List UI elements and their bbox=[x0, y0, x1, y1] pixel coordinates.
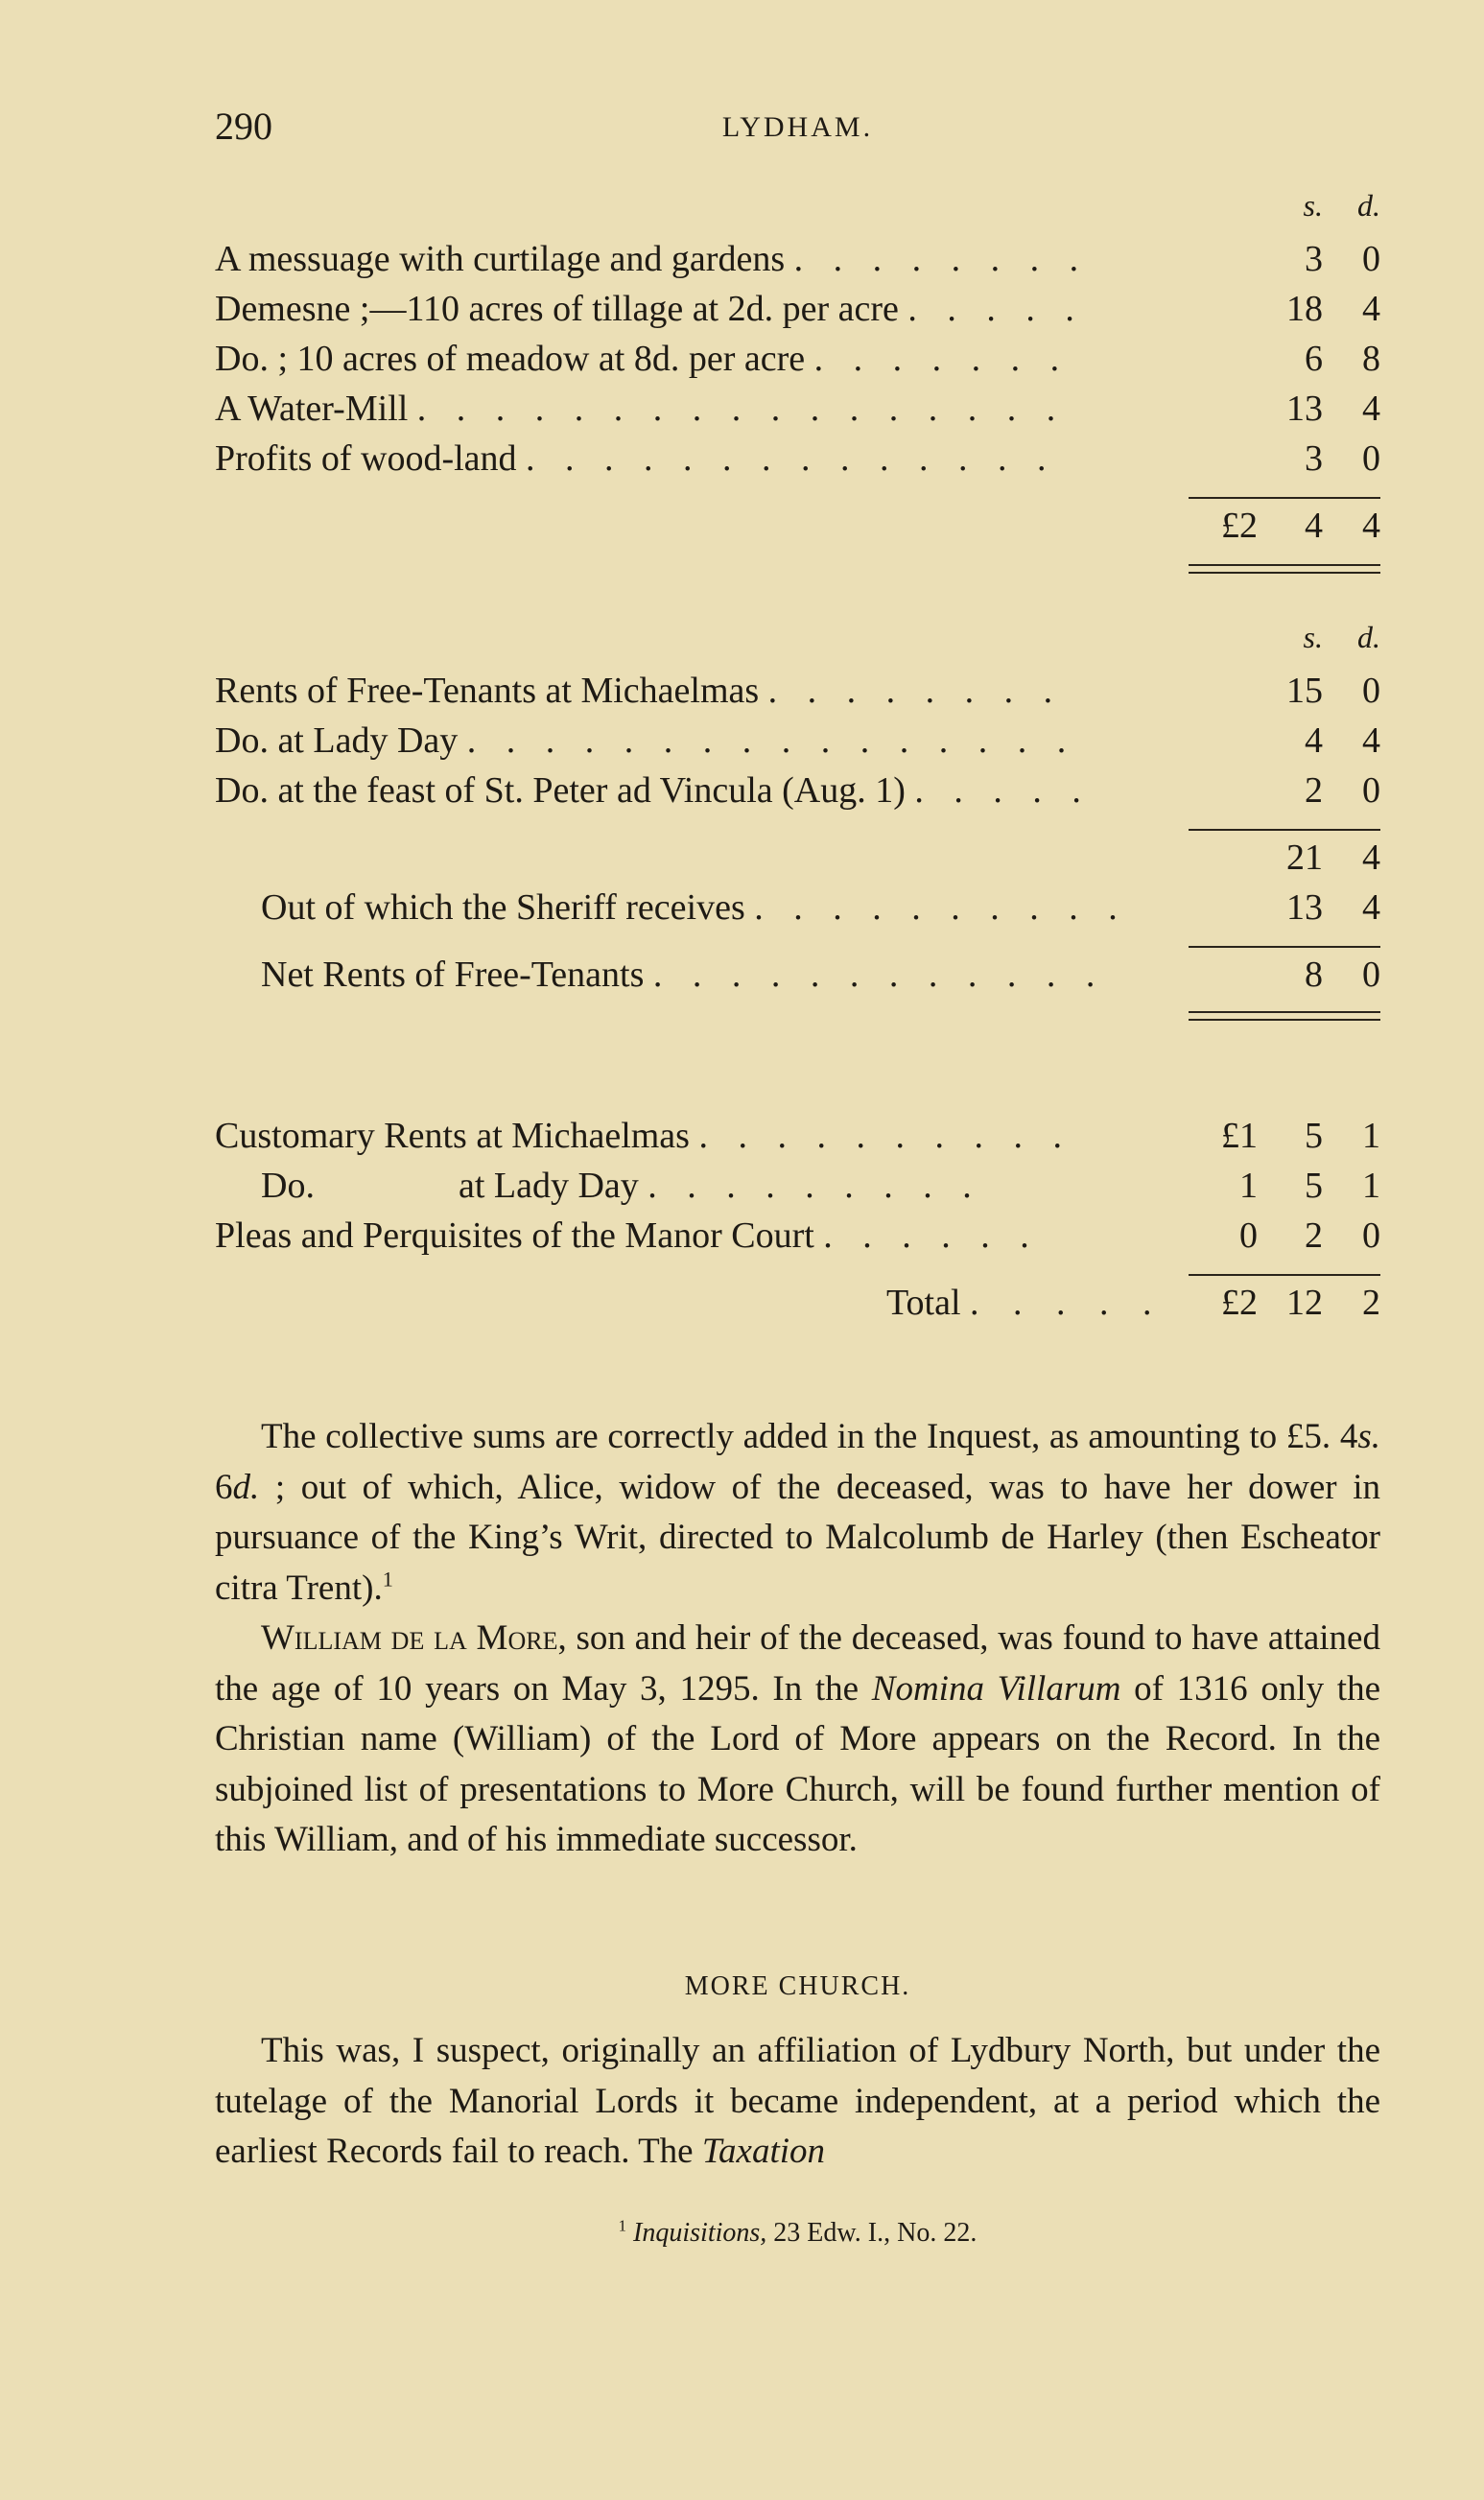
row-label: Pleas and Perquisites of the Manor Court bbox=[215, 1215, 814, 1256]
leader-dots: . . . . . . . . . . . . . . . . . bbox=[416, 389, 1067, 429]
shillings-value: 3 bbox=[1305, 438, 1323, 479]
pence-value: 4 bbox=[1362, 289, 1380, 329]
account-row bbox=[215, 670, 1380, 719]
double-rule bbox=[1189, 1011, 1380, 1021]
footnote-mark: 1 bbox=[618, 2216, 627, 2235]
account-row bbox=[215, 719, 1380, 769]
pence-value: 4 bbox=[1362, 720, 1380, 761]
account-row bbox=[215, 1115, 1380, 1165]
account-row bbox=[215, 388, 1380, 437]
total-label: Total bbox=[886, 1283, 961, 1323]
leader-dots: . . . . . . . bbox=[813, 339, 1071, 379]
shillings-value: 15 bbox=[1286, 671, 1323, 711]
shillings-value: 6 bbox=[1305, 339, 1323, 379]
pence-value: 0 bbox=[1362, 239, 1380, 279]
pence-heading: d. bbox=[1357, 188, 1380, 223]
rule-row bbox=[215, 554, 1380, 576]
leader-dots: . . . . . bbox=[907, 289, 1085, 329]
work-title: Nomina Villarum bbox=[871, 1668, 1121, 1709]
leader-dots: . . . . . . . . bbox=[793, 239, 1090, 279]
running-title: LYDHAM. bbox=[721, 111, 874, 143]
leader-dots: . . . . . bbox=[970, 1283, 1165, 1323]
shillings-value: 2 bbox=[1305, 1215, 1323, 1256]
account-row bbox=[215, 437, 1380, 487]
row-label: Do. ; 10 acres of meadow at 8d. per acre bbox=[215, 339, 806, 379]
account-section-3 bbox=[215, 1115, 1380, 1332]
pounds-value: 1 bbox=[1239, 1166, 1258, 1206]
pence-value: 4 bbox=[1362, 887, 1380, 928]
work-title: Taxation bbox=[701, 2132, 826, 2171]
account-row bbox=[215, 769, 1380, 819]
shillings-value: 18 bbox=[1286, 289, 1323, 329]
body-text bbox=[215, 1412, 1380, 1866]
footnote bbox=[215, 2218, 1380, 2249]
row-label: Do. bbox=[261, 1166, 315, 1206]
account-row bbox=[215, 1215, 1380, 1264]
pence-value: 1 bbox=[1362, 1116, 1380, 1156]
sum-rule bbox=[1189, 497, 1380, 499]
section-total-row bbox=[215, 505, 1380, 554]
shillings-value: 5 bbox=[1305, 1116, 1323, 1156]
section-subheading: MORE CHURCH. bbox=[684, 1971, 911, 2001]
row-label: A messuage with curtilage and gardens bbox=[215, 239, 786, 279]
footnote-ref[interactable]: 1 bbox=[382, 1567, 393, 1592]
pence-value: 4 bbox=[1362, 389, 1380, 429]
shillings-value: 3 bbox=[1305, 239, 1323, 279]
pounds-value: 0 bbox=[1239, 1215, 1258, 1256]
footnote-work: Inquisitions, bbox=[633, 2218, 767, 2248]
account-row bbox=[215, 238, 1380, 288]
row-label: Net Rents of Free-Tenants bbox=[261, 955, 645, 995]
body-text-2 bbox=[215, 2026, 1380, 2178]
rule-row bbox=[215, 819, 1380, 837]
rule-row bbox=[215, 1003, 1380, 1025]
person-name: William de la More bbox=[261, 1618, 558, 1658]
page-header bbox=[215, 104, 1380, 152]
pence-value: 1 bbox=[1362, 1166, 1380, 1206]
paragraph-inquest: The collective sums are correctly added in the Inquest, as amounting to £5. 4s. 6d. ; out of which, Alice, widow of the deceased, was to have her dower in pursuance of the King’s Writ, directed to Malcolumb de Harley (then Escheator citra Trent).$^1$ bbox=[215, 1417, 1380, 1608]
pounds-value: £2 bbox=[1221, 506, 1258, 546]
leader-dots: . . . . . . bbox=[823, 1215, 1040, 1256]
row-label-detail: at Lady Day bbox=[458, 1166, 639, 1206]
row-label: Profits of wood-land bbox=[215, 438, 517, 479]
shillings-value: 13 bbox=[1286, 389, 1323, 429]
leader-dots: . . . . . . . . . . . . bbox=[652, 955, 1106, 995]
pence-value: 0 bbox=[1362, 671, 1380, 711]
pence-value: 8 bbox=[1362, 339, 1380, 379]
pence-value: 4 bbox=[1362, 837, 1380, 878]
pence-value: 0 bbox=[1362, 1215, 1380, 1256]
pence-value: 0 bbox=[1362, 770, 1380, 811]
row-label: Out of which the Sheriff receives bbox=[261, 887, 745, 928]
row-label: Demesne ;—110 acres of tillage at 2d. per acre bbox=[215, 289, 899, 329]
shillings-value: 8 bbox=[1305, 955, 1323, 995]
sum-rule bbox=[1189, 829, 1380, 831]
net-row bbox=[215, 954, 1380, 1003]
shillings-heading: s. bbox=[1303, 620, 1323, 654]
shillings-value: 4 bbox=[1305, 506, 1323, 546]
pounds-value: £2 bbox=[1221, 1283, 1258, 1323]
leader-dots: . . . . . . . . bbox=[767, 671, 1064, 711]
shillings-value: 5 bbox=[1305, 1166, 1323, 1206]
row-label: Do. at Lady Day bbox=[215, 720, 459, 761]
leader-dots: . . . . . . . . . bbox=[648, 1166, 982, 1206]
pence-value: 2 bbox=[1362, 1283, 1380, 1323]
paragraph-william: William de la More, son and heir of the deceased, was found to have attained the age of 10 years on May 3, 1295. In the Nomina Villarum of 1316 only the Christian name (William) of the Lord of More appears on the Record. In the subjoined list of presentations to More Church, will be found further mention of this William, and of his immediate successor. bbox=[215, 1618, 1380, 1859]
shillings-value: 13 bbox=[1286, 887, 1323, 928]
rule-row bbox=[215, 936, 1380, 954]
double-rule bbox=[1189, 564, 1380, 574]
sum-rule bbox=[1189, 946, 1380, 948]
sum-rule bbox=[1189, 1274, 1380, 1276]
column-heading-row bbox=[215, 188, 1380, 238]
account-row bbox=[215, 1165, 1380, 1215]
leader-dots: . . . . . . . . . . bbox=[754, 887, 1128, 928]
pence-value: 0 bbox=[1362, 955, 1380, 995]
account-row bbox=[215, 288, 1380, 338]
column-heading-row bbox=[215, 620, 1380, 670]
pence-heading: d. bbox=[1357, 620, 1380, 654]
account-section-2 bbox=[215, 620, 1380, 1025]
rule-row bbox=[215, 487, 1380, 505]
row-label: Customary Rents at Michaelmas bbox=[215, 1116, 690, 1156]
paragraph-more-church: This was, I suspect, originally an affiliation of Lydbury North, but under the tutelage of the Manorial Lords it became independent, at a period which the earliest Records fail to reach. The Taxation bbox=[215, 2031, 1380, 2171]
shillings-value: 12 bbox=[1286, 1283, 1323, 1323]
subtotal-row bbox=[215, 837, 1380, 886]
leader-dots: . . . . . . . . . . . . . . bbox=[526, 438, 1057, 479]
shillings-value: 21 bbox=[1286, 837, 1323, 878]
shillings-value: 2 bbox=[1305, 770, 1323, 811]
rule-row bbox=[215, 1264, 1380, 1282]
account-section-1 bbox=[215, 188, 1380, 576]
grand-total-row bbox=[215, 1282, 1380, 1332]
account-row bbox=[215, 338, 1380, 388]
page-number: 290 bbox=[215, 105, 272, 148]
pounds-value: £1 bbox=[1221, 1116, 1258, 1156]
row-label: A Water-Mill bbox=[215, 389, 409, 429]
account-row bbox=[215, 886, 1380, 936]
pence-value: 0 bbox=[1362, 438, 1380, 479]
leader-dots: . . . . . . . . . . . . . . . . bbox=[466, 720, 1077, 761]
shillings-heading: s. bbox=[1303, 188, 1323, 223]
leader-dots: . . . . . bbox=[914, 770, 1092, 811]
pence-value: 4 bbox=[1362, 506, 1380, 546]
leader-dots: . . . . . . . . . . bbox=[698, 1116, 1072, 1156]
row-label: Rents of Free-Tenants at Michaelmas bbox=[215, 671, 760, 711]
shillings-value: 4 bbox=[1305, 720, 1323, 761]
row-label: Do. at the feast of St. Peter ad Vincula (Aug. 1) bbox=[215, 770, 906, 811]
footnote-text: 23 Edw. I., No. 22. bbox=[766, 2218, 978, 2248]
